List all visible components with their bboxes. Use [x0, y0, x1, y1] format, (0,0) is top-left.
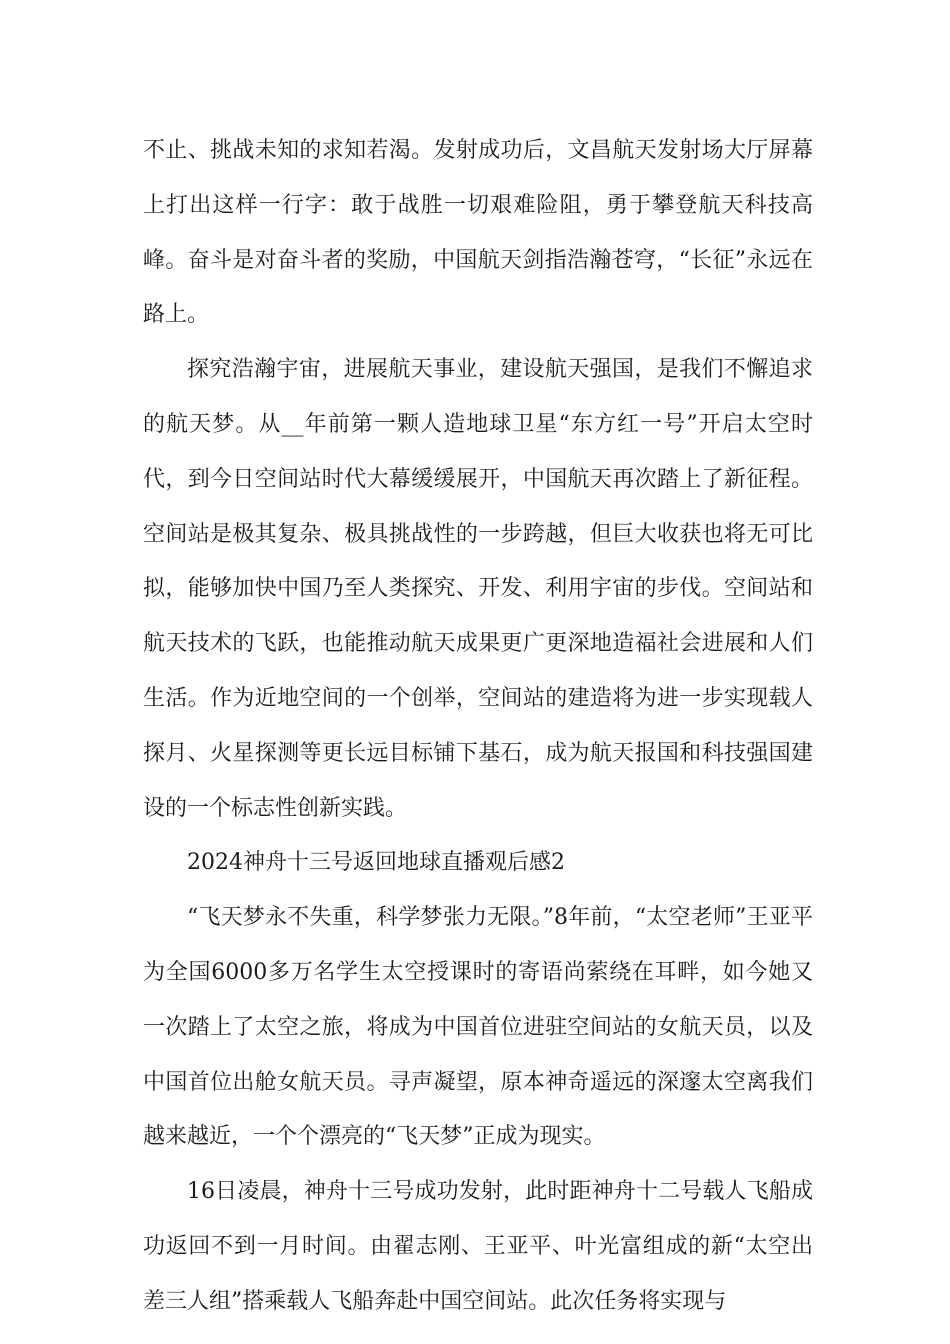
paragraph-continuation: 不止、挑战未知的求知若渴。发射成功后，文昌航天发射场大厅屏幕上打出这样一行字：敢于战胜一切艰难险阻，勇于攀登航天科技高峰。奋斗是对奋斗者的奖励，中国航天剑指浩瀚苍穹，“长征”永远在路上。 [143, 138, 813, 328]
paragraph-space-dream: 探究浩瀚宇宙，进展航天事业，建设航天强国，是我们不懈追求的航天梦。从__年前第一颗人造地球卫星“东方红一号”开启太空时代，到今日空间站时代大幕缓缓展开，中国航天再次踏上了新征程。空间站是极其复杂、极具挑战性的一步跨越，但巨大收获也将无可比拟，能够加快中国乃至人类探究、开发、利用宇宙的步伐。空间站和航天技术的飞跃，也能推动航天成果更广更深地造福社会进展和人们生活。作为近地空间的一个创举，空间站的建造将为进一步实现载人探月、火星探测等更长远目标铺下基石，成为航天报国和科技强国建设的一个标志性创新实践。 [143, 357, 813, 821]
paragraph-wang-yaping: “飞天梦永不失重，科学梦张力无限。”8年前，“太空老师”王亚平为全国6000多万名学生太空授课时的寄语尚萦绕在耳畔，如今她又一次踏上了太空之旅，将成为中国首位进驻空间站的女航天员，以及中国首位出舱女航天员。寻声凝望，原本神奇遥远的深邃太空离我们越来越近，一个个漂亮的“飞天梦”正成为现实。 [143, 905, 813, 1150]
paragraph-launch: 16日凌晨，神舟十三号成功发射，此时距神舟十二号载人飞船成功返回不到一月时间。由翟志刚、王亚平、叶光富组成的新“太空出差三人组”搭乘载人飞船奔赴中国空间站。此次任务将实现与 [143, 1179, 813, 1314]
document-body [143, 124, 813, 1330]
section-heading: 2024神舟十三号返回地球直播观后感2 [187, 850, 565, 876]
